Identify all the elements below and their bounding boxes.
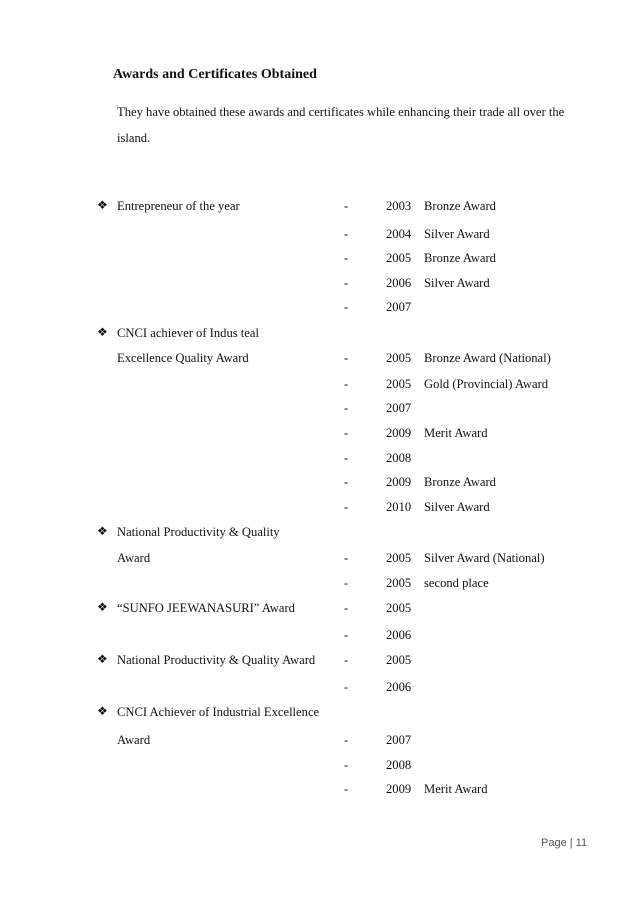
- award-category: Entrepreneur of the year: [117, 199, 240, 213]
- award-type: Silver Award: [424, 227, 490, 241]
- award-year: 2006: [386, 680, 412, 694]
- dash-separator: -: [344, 426, 349, 440]
- award-year: 2007: [386, 733, 412, 747]
- award-type: Silver Award: [424, 276, 490, 290]
- dash-separator: -: [344, 733, 349, 747]
- dash-separator: -: [344, 680, 349, 694]
- diamond-bullet-icon: ❖: [97, 198, 108, 212]
- dash-separator: -: [344, 227, 349, 241]
- award-category: National Productivity & Quality: [117, 525, 280, 539]
- award-year: 2005: [386, 551, 412, 565]
- award-type: Gold (Provincial) Award: [424, 377, 549, 391]
- award-year: 2005: [386, 576, 412, 590]
- award-year: 2007: [386, 300, 412, 314]
- diamond-bullet-icon: ❖: [97, 652, 108, 666]
- dash-separator: -: [344, 653, 349, 667]
- intro-paragraph: They have obtained these awards and certificates while enhancing their trade all over the island.: [117, 105, 565, 145]
- award-year: 2005: [386, 601, 412, 615]
- dash-separator: -: [344, 351, 349, 365]
- dash-separator: -: [344, 758, 349, 772]
- award-year: 2007: [386, 401, 412, 415]
- dash-separator: -: [344, 300, 349, 314]
- award-year: 2004: [386, 227, 412, 241]
- award-year: 2009: [386, 475, 412, 489]
- page-number: Page | 11: [541, 837, 588, 849]
- dash-separator: -: [344, 401, 349, 415]
- dash-separator: -: [344, 500, 349, 514]
- award-category: CNCI Achiever of Industrial Excellence: [117, 705, 320, 719]
- award-year: 2005: [386, 351, 412, 365]
- award-type: Bronze Award: [424, 199, 496, 213]
- section-heading: Awards and Certificates Obtained: [113, 67, 317, 82]
- dash-separator: -: [344, 551, 349, 565]
- award-category: National Productivity & Quality Award: [117, 653, 316, 667]
- award-year: 2008: [386, 758, 412, 772]
- diamond-bullet-icon: ❖: [97, 325, 108, 339]
- award-year: 2009: [386, 426, 412, 440]
- dash-separator: -: [344, 782, 349, 796]
- award-type: Bronze Award: [424, 475, 496, 489]
- award-category: Award: [117, 733, 151, 747]
- dash-separator: -: [344, 576, 349, 590]
- dash-separator: -: [344, 451, 349, 465]
- dash-separator: -: [344, 251, 349, 265]
- award-year: 2010: [386, 500, 412, 514]
- award-category: CNCI achiever of Indus teal: [117, 326, 259, 340]
- award-category: Award: [117, 551, 151, 565]
- award-year: 2008: [386, 451, 412, 465]
- award-category: Excellence Quality Award: [117, 351, 249, 365]
- award-year: 2009: [386, 782, 412, 796]
- diamond-bullet-icon: ❖: [97, 524, 108, 538]
- award-type: Merit Award: [424, 782, 488, 796]
- dash-separator: -: [344, 628, 349, 642]
- diamond-bullet-icon: ❖: [97, 600, 108, 614]
- diamond-bullet-icon: ❖: [97, 704, 108, 718]
- award-type: Merit Award: [424, 426, 488, 440]
- dash-separator: -: [344, 475, 349, 489]
- award-year: 2005: [386, 377, 412, 391]
- award-year: 2005: [386, 251, 412, 265]
- award-type: Silver Award (National): [424, 551, 545, 565]
- dash-separator: -: [344, 199, 349, 213]
- award-year: 2003: [386, 199, 412, 213]
- award-type: Bronze Award (National): [424, 351, 551, 365]
- award-category: “SUNFO JEEWANASURI” Award: [117, 601, 295, 615]
- dash-separator: -: [344, 276, 349, 290]
- dash-separator: -: [344, 601, 349, 615]
- award-year: 2006: [386, 276, 412, 290]
- award-type: Bronze Award: [424, 251, 496, 265]
- award-year: 2006: [386, 628, 412, 642]
- award-type: Silver Award: [424, 500, 490, 514]
- award-year: 2005: [386, 653, 412, 667]
- award-type: second place: [424, 576, 489, 590]
- dash-separator: -: [344, 377, 349, 391]
